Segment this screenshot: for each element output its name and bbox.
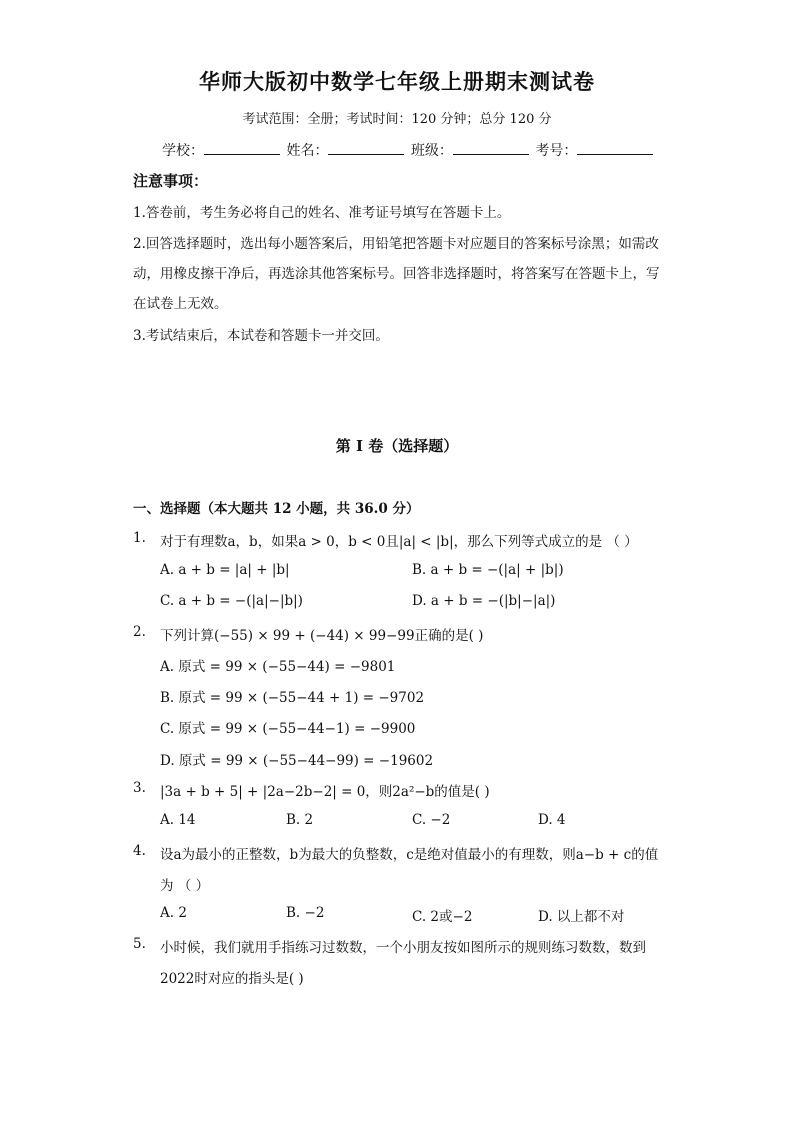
exam-number-label: 考号： (535, 143, 578, 159)
notice-heading: 注意事项： (133, 172, 209, 190)
option-d: D. 4 (538, 812, 566, 828)
class-blank[interactable] (453, 140, 529, 155)
question-number: 5. (133, 936, 146, 952)
question-number: 3. (133, 780, 146, 796)
option-b: B. −2 (286, 905, 325, 921)
option-a: A. 14 (160, 812, 196, 828)
school-blank[interactable] (204, 140, 280, 155)
student-info-line (162, 140, 655, 160)
name-blank[interactable] (328, 140, 404, 155)
notice-item-2: 2.回答选择题时，选出每小题答案后，用铅笔把答题卡对应题目的答案标号涂黑；如需改动，用橡皮擦干净后，再选涂其他答案标号。回答非选择题时，将答案写在答题卡上，写在试卷上无效。 (133, 236, 660, 312)
option-c: C. a + b = −(|a|−|b|) (160, 593, 303, 609)
question-text-continued: 为 （ ） (160, 878, 210, 894)
exam-title: 华师大版初中数学七年级上册期末测试卷 (199, 69, 595, 94)
option-a: A. a + b = |a| + |b| (160, 562, 290, 578)
question-number: 2. (133, 624, 146, 640)
notice-item-3: 3.考试结束后，本试卷和答题卡一并交回。 (133, 328, 389, 344)
question-number: 1. (133, 530, 146, 546)
class-label: 班级： (410, 143, 453, 159)
exam-number-blank[interactable] (577, 140, 653, 155)
question-text: 小时候，我们就用手指练习过数数，一个小朋友按如图所示的规则练习数数，数到 (160, 940, 646, 956)
option-c: C. −2 (412, 812, 451, 828)
option-c: C. 原式 = 99 × (−55−44−1) = −9900 (160, 721, 416, 737)
school-label: 学校： (162, 143, 204, 159)
option-b: B. 2 (286, 812, 314, 828)
option-d: D. 原式 = 99 × (−55−44−99) = −19602 (160, 753, 434, 769)
option-d: D. 以上都不对 (538, 909, 625, 925)
section-title: 第 I 卷（选择题） (335, 437, 459, 455)
name-label: 姓名： (286, 143, 329, 159)
question-number: 4. (133, 843, 146, 859)
question-text: |3a + b + 5| + |2a−2b−2| = 0，则2a²−b的值是( ) (160, 784, 490, 800)
question-text-continued: 2022时对应的指头是( ) (160, 971, 304, 987)
option-d: D. a + b = −(|b|−|a|) (412, 593, 556, 609)
option-a: A. 2 (160, 905, 187, 921)
option-b: B. 原式 = 99 × (−55−44 + 1) = −9702 (160, 690, 425, 706)
part-heading: 一、选择题（本大题共 12 小题，共 36.0 分） (133, 501, 420, 517)
question-text: 下列计算(−55) × 99 + (−44) × 99−99正确的是( ) (160, 628, 484, 644)
option-a: A. 原式 = 99 × (−55−44) = −9801 (160, 659, 396, 675)
exam-subtitle: 考试范围：全册；考试时间：120 分钟；总分 120 分 (242, 112, 552, 127)
option-c: C. 2或−2 (412, 909, 473, 925)
question-text: 对于有理数a，b，如果a > 0，b < 0且|a| < |b|，那么下列等式成立的是 （ ） (160, 534, 638, 550)
notice-item-1: 1.答卷前，考生务必将自己的姓名、准考证号填写在答题卡上。 (133, 205, 511, 221)
option-b: B. a + b = −(|a| + |b|) (412, 562, 564, 578)
question-text: 设a为最小的正整数，b为最大的负整数，c是绝对值最小的有理数，则a−b + c的值 (160, 847, 659, 863)
